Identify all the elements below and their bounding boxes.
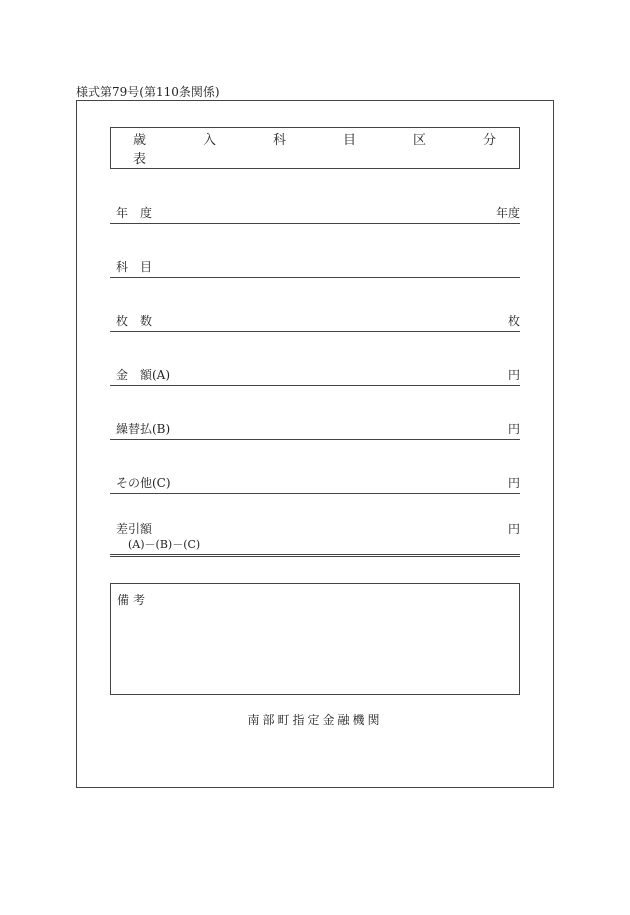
fiscal-year-label: 年 度 [116, 206, 153, 220]
sheet-count-row [110, 308, 520, 332]
fiscal-year-unit: 年度 [495, 206, 520, 220]
form-number: 様式第79号(第110条関係) [76, 85, 220, 99]
other-row [110, 470, 520, 494]
remarks-box [110, 583, 520, 695]
form-title: 歳 入 科 目 区 分 表 [133, 133, 554, 167]
remarks-label: 備考 [117, 593, 150, 607]
difference-label: 差引額 [116, 522, 153, 536]
sheet-count-unit: 枚 [507, 314, 520, 328]
account-item-label: 科 目 [116, 260, 153, 274]
account-item-row [110, 254, 520, 278]
form-title-box [110, 127, 554, 169]
difference-unit: 円 [507, 522, 520, 536]
fiscal-year-row [110, 200, 520, 224]
sheet-count-label: 枚 数 [116, 314, 153, 328]
issuer-name: 南部町指定金融機関 [247, 713, 383, 727]
other-unit: 円 [507, 476, 520, 490]
amount-label: 金 額(A) [116, 368, 171, 382]
other-label: その他(C) [116, 476, 171, 490]
amount-row [110, 362, 520, 386]
difference-formula: (A)－(B)－(C) [128, 538, 201, 551]
substitute-payment-row [110, 416, 520, 440]
amount-unit: 円 [507, 368, 520, 382]
difference-row [110, 520, 520, 557]
substitute-payment-label: 繰替払(B) [116, 422, 171, 436]
substitute-payment-unit: 円 [507, 422, 520, 436]
